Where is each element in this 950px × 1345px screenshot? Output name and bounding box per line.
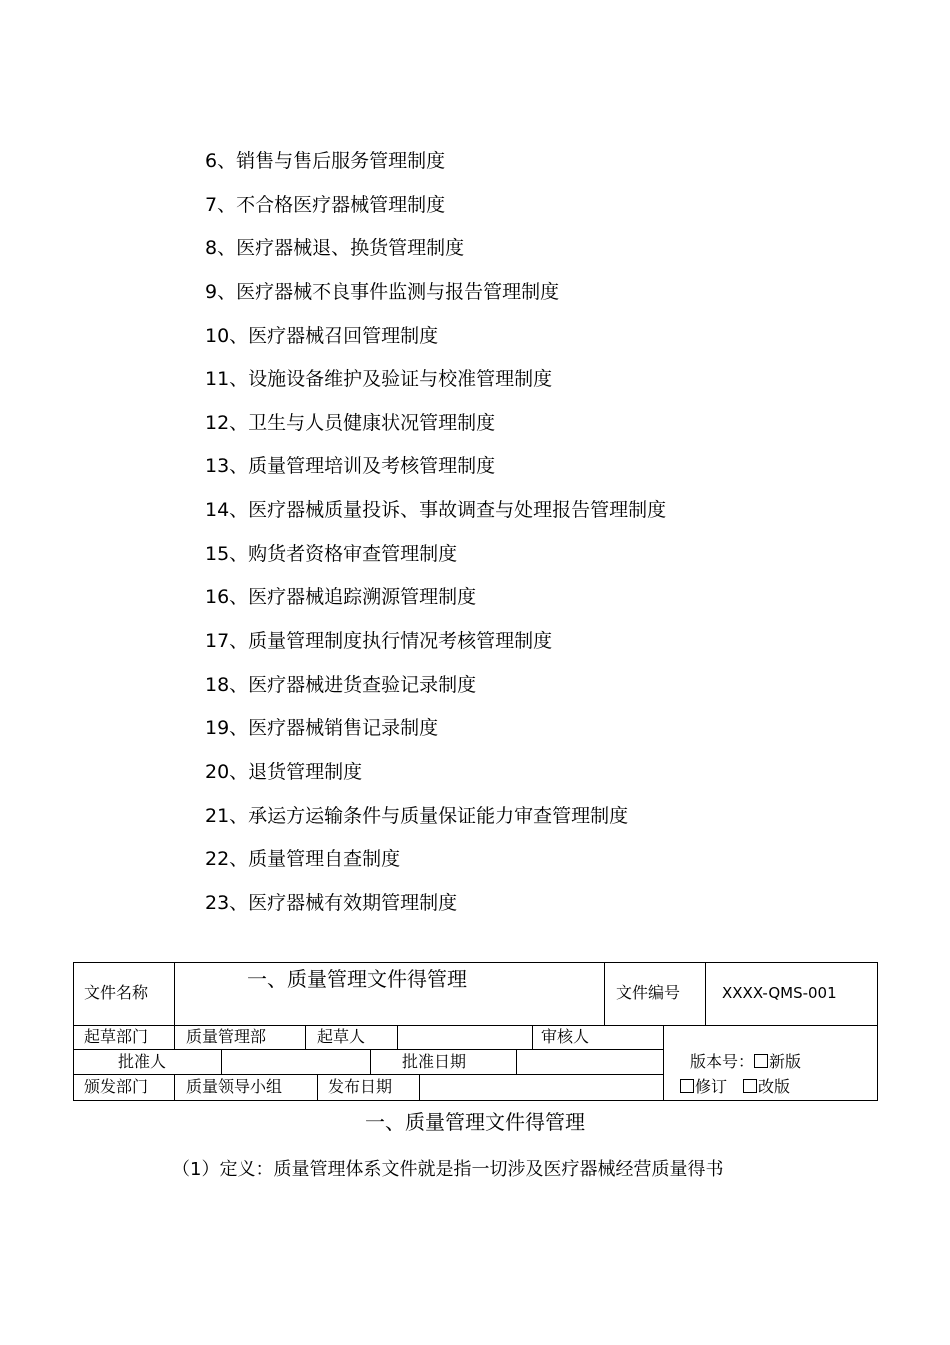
row-divider	[74, 1025, 877, 1026]
list-item: 18、医疗器械进货查验记录制度	[205, 673, 477, 696]
list-item: 21、承运方运输条件与质量保证能力审查管理制度	[205, 804, 629, 827]
list-item: 14、医疗器械质量投诉、事故调查与处理报告管理制度	[205, 499, 667, 522]
list-item: 12、卫生与人员健康状况管理制度	[205, 411, 496, 434]
version-new-label: 新版	[769, 1052, 802, 1071]
list-item: 11、设施设备维护及验证与校准管理制度	[205, 368, 553, 391]
row-divider	[74, 1049, 663, 1050]
row-divider	[74, 1074, 663, 1075]
checkbox-changed[interactable]	[743, 1079, 757, 1093]
col-divider	[604, 963, 605, 1025]
approval-date-label: 批准日期	[402, 1052, 467, 1071]
list-item: 15、购货者资格审查管理制度	[205, 542, 458, 565]
col-divider	[705, 963, 706, 1025]
list-item: 22、质量管理自查制度	[205, 848, 401, 871]
col-divider	[370, 1049, 371, 1074]
list-item: 20、退货管理制度	[205, 760, 363, 783]
col-divider	[532, 1025, 533, 1049]
drafting-dept-value: 质量管理部	[186, 1027, 267, 1046]
reviewer-label: 审核人	[541, 1027, 590, 1046]
definition-paragraph: （1）定义：质量管理体系文件就是指一切涉及医疗器械经营质量得书	[172, 1159, 724, 1180]
checkbox-new[interactable]	[754, 1054, 768, 1068]
list-item: 8、医疗器械退、换货管理制度	[205, 237, 465, 260]
col-divider	[663, 1025, 664, 1100]
list-item: 16、医疗器械追踪溯源管理制度	[205, 586, 477, 609]
version-revised-label: 修订	[695, 1077, 728, 1096]
issuing-dept-value: 质量领导小组	[186, 1077, 283, 1096]
col-divider	[174, 963, 175, 1025]
list-item: 10、医疗器械召回管理制度	[205, 324, 439, 347]
issue-date-label: 发布日期	[328, 1077, 393, 1096]
version-changed-label: 改版	[758, 1077, 791, 1096]
policy-list	[205, 144, 666, 930]
col-divider	[305, 1025, 306, 1049]
col-divider	[419, 1074, 420, 1100]
list-item: 17、质量管理制度执行情况考核管理制度	[205, 630, 553, 653]
col-divider	[397, 1025, 398, 1049]
drafter-label: 起草人	[317, 1027, 366, 1046]
list-item: 6、销售与售后服务管理制度	[205, 150, 446, 172]
col-divider	[174, 1025, 175, 1049]
col-divider	[221, 1049, 222, 1074]
list-item: 9、医疗器械不良事件监测与报告管理制度	[205, 280, 560, 303]
file-name-value: 一、质量管理文件得管理	[247, 967, 467, 991]
file-name-label: 文件名称	[84, 983, 149, 1002]
col-divider	[317, 1074, 318, 1100]
approver-label: 批准人	[118, 1052, 167, 1071]
version-options-row	[680, 1079, 790, 1095]
drafting-dept-label: 起草部门	[84, 1027, 149, 1046]
list-item: 23、医疗器械有效期管理制度	[205, 891, 458, 914]
file-no-value: XXXX-QMS-001	[722, 984, 837, 1002]
list-item: 19、医疗器械销售记录制度	[205, 717, 439, 740]
list-item: 7、不合格医疗器械管理制度	[205, 193, 446, 216]
col-divider	[516, 1049, 517, 1074]
document-header-table	[73, 962, 878, 1101]
checkbox-revised[interactable]	[680, 1079, 694, 1093]
section-heading: 一、质量管理文件得管理	[365, 1110, 585, 1134]
file-no-label: 文件编号	[616, 983, 681, 1002]
issuing-dept-label: 颁发部门	[84, 1077, 149, 1096]
col-divider	[174, 1074, 175, 1100]
version-label-row	[690, 1054, 801, 1070]
version-label: 版本号：	[690, 1052, 755, 1071]
list-item: 13、质量管理培训及考核管理制度	[205, 455, 496, 478]
